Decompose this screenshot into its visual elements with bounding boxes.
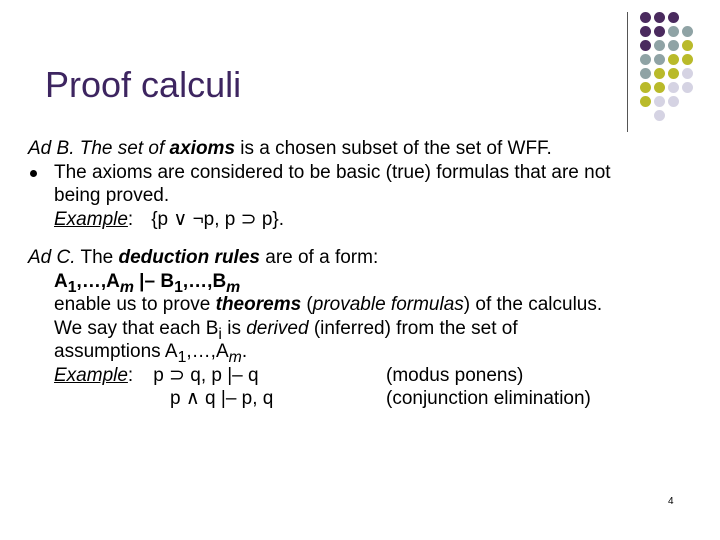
spacer (28, 231, 708, 246)
theorems-term: theorems (215, 294, 302, 315)
ad-b-text: The set of (74, 138, 170, 159)
say-sub-i: i (218, 325, 222, 343)
ad-b-lead: Ad B. (28, 138, 75, 159)
example-colon: : (127, 208, 134, 230)
rule-sub-m-b: m (226, 278, 241, 296)
decor-dot (654, 110, 665, 121)
modus-ponens-formula: p ⊃ q, p |– q (153, 364, 259, 386)
decor-dot (640, 40, 651, 51)
decor-dot (654, 82, 665, 93)
decor-dot (668, 82, 679, 93)
rule-example-line-2 (28, 387, 708, 411)
assump-sub: 1 (177, 348, 187, 366)
assump-sub-m: m (228, 348, 242, 366)
ad-c-lead: Ad C. (28, 247, 76, 268)
decor-dot (682, 82, 693, 93)
decor-dot (640, 96, 651, 107)
rule-example-line-1 (28, 364, 708, 388)
decor-dot (640, 82, 651, 93)
decor-dot (654, 26, 665, 37)
axioms-term: axioms (169, 138, 236, 159)
rule-sub: 1 (67, 278, 77, 296)
conjunction-elim-formula: p ∧ q |– p, q (170, 388, 274, 409)
enable-text: enable us to prove (54, 294, 216, 315)
decor-dot (682, 26, 693, 37)
example-label-2: Example (54, 364, 128, 386)
rule-sub-b: 1 (174, 278, 183, 296)
rule-dots-b: ,…,B (182, 270, 227, 292)
assumptions-line (28, 340, 708, 364)
say-text: We say that each B (54, 317, 219, 339)
decor-dot (654, 96, 665, 107)
axiom-example-formula: {p ∨ ¬p, p ⊃ p}. (151, 208, 285, 230)
say-text-3: (inferred) from the set of (308, 317, 518, 339)
enable-text-2: ) of the calculus. (463, 294, 603, 315)
derived-line (28, 317, 708, 341)
provable-formulas-term: provable formulas (312, 294, 464, 315)
slide-body (28, 137, 708, 411)
decor-dot (682, 68, 693, 79)
decor-dot (640, 26, 651, 37)
decor-dot (668, 26, 679, 37)
decor-dot (668, 96, 679, 107)
decor-vertical-line (627, 12, 628, 132)
ad-c-text: The (75, 247, 119, 268)
decor-dot (640, 68, 651, 79)
decor-dot (682, 40, 693, 51)
enable-line (28, 293, 708, 317)
example-colon-2: : (127, 364, 134, 386)
assump-period: . (241, 341, 248, 362)
rule-dots: ,…,A (76, 270, 120, 292)
ad-c-text-2: are of a form: (259, 247, 379, 268)
bullet-dot-icon (30, 170, 37, 177)
bullet-line-2 (28, 184, 708, 208)
decor-dot (654, 12, 665, 23)
assump-text-2: ,…,A (186, 341, 229, 362)
rule-a: A (54, 270, 68, 292)
rule-turnstile: |– B (133, 270, 175, 292)
example-label: Example (54, 208, 128, 230)
axiom-example-line (28, 208, 708, 232)
rule-form-line (28, 270, 708, 294)
page-title: Proof calculi (45, 64, 242, 105)
ad-b-line (28, 137, 708, 161)
derived-term: derived (246, 317, 309, 339)
conjunction-elim-label: (conjunction elimination) (386, 388, 591, 409)
assump-text: assumptions A (54, 341, 178, 362)
bullet-line-1 (28, 161, 708, 185)
decor-dot (654, 68, 665, 79)
decor-dot (668, 54, 679, 65)
ad-b-text-2: is a chosen subset of the set of WFF. (235, 138, 552, 159)
decor-dot (654, 40, 665, 51)
decor-dot (668, 12, 679, 23)
ad-c-line (28, 246, 708, 270)
bullet-text-1: The axioms are considered to be basic (true) formulas that are not (54, 161, 611, 183)
decor-dot (668, 68, 679, 79)
page-number: 4 (668, 496, 674, 507)
rule-sub-m: m (119, 278, 134, 296)
modus-ponens-label: (modus ponens) (386, 364, 524, 386)
decor-dot (640, 54, 651, 65)
bullet-text-2: being proved. (54, 185, 170, 206)
decor-dot (654, 54, 665, 65)
decor-dot-grid (640, 12, 720, 122)
decor-dot (640, 12, 651, 23)
enable-paren: ( (301, 294, 313, 315)
decor-dot (668, 40, 679, 51)
say-text-2: is (221, 317, 247, 339)
decor-dot (682, 54, 693, 65)
deduction-rules-term: deduction rules (118, 247, 260, 268)
